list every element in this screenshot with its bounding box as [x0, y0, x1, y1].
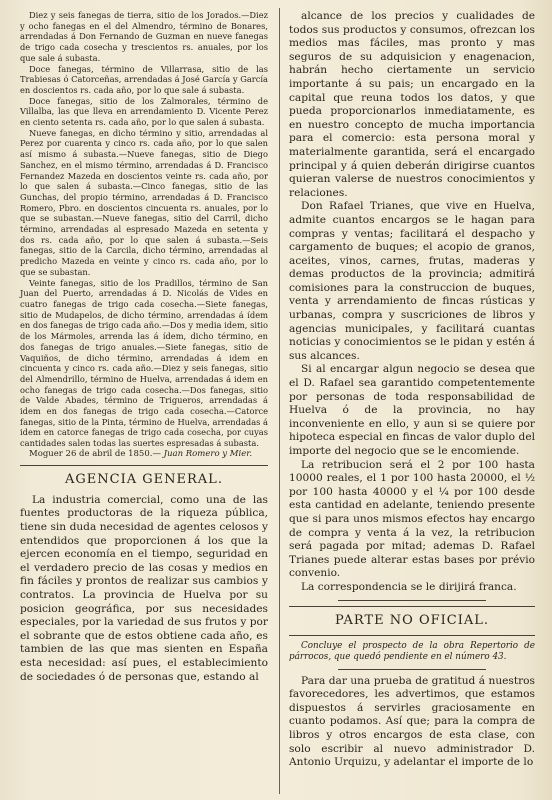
auction-listings [20, 10, 268, 449]
right-column [289, 10, 535, 770]
agencia-article [20, 494, 268, 684]
section-divider-short [338, 669, 486, 670]
intro-paragraph: Concluye el prospecto de la obra Repertorio de párrocos, que quedó pendiente en el número 43. [289, 640, 535, 663]
listing-paragraph: Diez y seis fanegas de tierra, sitio de los Jorados.—Diez y ocho fanegas en el del Almendro, término de Bonares, arrendadas á Don Fernando de Guzman en nueve fanegas de trigo cada cosecha y trescientos rs. anuales, por los que sale á subasta. [20, 10, 268, 63]
signature-line [20, 449, 268, 460]
column-rule [279, 8, 280, 794]
article-paragraph: La correspondencia se le dirijirá franca. [301, 580, 517, 593]
article-paragraph: Don Rafael Trianes, que vive en Huelva, admite cuantos encargos se le hagan para compras y ventas; facilitará el despacho y cargamento de buques; el acopio de granos, aceites, vinos, carnes, frutas, maderas y demas productos de la provincia; admitirá comisiones para la construccion de buques, venta y arrendamiento de fincas rústicas y urbanas, compra y suscriciones de libros y agencias municipales, y facilitará cuantas noticias y conocimientos se le pidan y estén á sus alcances. [289, 200, 535, 362]
section-heading-agencia: AGENCIA GENERAL. [65, 471, 223, 487]
listing-paragraph: Doce fanegas, sitio de los Zalmorales, término de Villalba, las que lleva en arrendamiento D. Vicente Perez en ciento setenta rs. cada año, por lo que salen á subasta. [20, 95, 268, 128]
section-divider [289, 635, 535, 636]
left-column [20, 10, 268, 684]
section-intro [289, 641, 535, 664]
parte-no-oficial-article [289, 675, 535, 770]
agencia-article-continued [289, 10, 535, 595]
section-divider-short [338, 600, 486, 601]
article-paragraph: Para dar una prueba de gratitud á nuestros favorecedores, les advertimos, que estamos dispuestos á servirles graciosamente en cuanto podamos. Así que; para la compra de libros y otros encargos de esta clase, con solo escribir al nuevo administrador D. Antonio Urquizu, y adelantar el importe de lo [289, 674, 535, 769]
article-paragraph: Si al encargar algun negocio se desea que el D. Rafael sea garantido competentemente por personas de toda responsabilidad de Huelva ó de la provincia, no hay inconveniente en ello, y aun si se quiere por hipoteca especial en fincas de valor duplo del importe del negocio que se le encomiende. [289, 363, 535, 457]
article-paragraph: alcance de los precios y cualidades de todos sus productos y consumos, ofrezcan los medios mas fáciles, mas pronto y mas seguros de su adquisicion y enagenacion, habrán hecho ciertamente un servicio importante á su pais; un encargado en la capital que reuna todos los datos, y que pueda proporcionarlos inmediatamente, es en nuestro concepto de mucha importancia para el comercio: esta persona moral y materialmente garantida, será el encargado principal y á quien deberán dirigirse cuantos quieran valerse de nuestros conocimientos y relaciones. [289, 10, 535, 199]
article-paragraph: La industria comercial, como una de las fuentes productoras de la riqueza pública, tiene sin duda necesidad de agentes celosos y entendidos que proporcionen á los que la ejercen economía en el tiempo, seguridad en el verdadero precio de las cosas y medios en fin fáciles y prontos de realizar sus cambios y contratos. La provincia de Huelva por su posicion geográfica, por sus necesidades especiales, por la variedad de sus frutos y por el sobrante que de estos obtiene cada año, es tambien de las que mas sienten en España esta necesidad: así pues, el establecimiento de sociedades ó de personas que, estando al [20, 493, 268, 683]
article-paragraph: La retribucion será el 2 por 100 hasta 10000 reales, el 1 por 100 hasta 20000, el ½ por 100 hasta 40000 y el ¼ por 100 desde esta cantidad en adelante, teniendo presente que si para unos mismos efectos hay encargo de compra y venta á la vez, la retribucion será pagada por mitad; ademas D. Rafael Trianes puede alterar estas bases por prévio convenio. [289, 458, 535, 580]
listing-paragraph: Doce fanegas, término de Villarrasa, sitio de las Trabiesas ó Catorceñas, arrendadas á José García y García en doscientos rs. cada año, por lo que sale á subasta. [20, 63, 268, 95]
listing-paragraph: Nueve fanegas, en dicho término y sitio, arrendadas al Perez por cuarenta y cinco rs. cada año, por lo que salen así mismo á subasta.—Nueve fanegas, sitio de Diego Sanchez, en el mismo término, arrendadas á D. Francisco Fernandez Mazeda en doscientos veinte rs. cada año, por lo que salen á subasta.—Cinco fanegas, sitio de las Gunchas, del propio término, arrendadas á D. Francisco Romero, Pbro. en doscientos cincuenta rs. anuales, por lo que se subastan.—Nueve fanegas, sitio del Carril, dicho término, arrendadas al espresado Mazeda en setenta y dos rs. cada año, por lo que salen á subasta.—Seis fanegas, sitio de la Carcila, dicho término, arrendadas al predicho Mazeda en veinte y cinco rs. cada año, por lo que se subastan. [20, 127, 268, 277]
section-divider [289, 606, 535, 607]
signature-date: Moguer 26 de abril de 1850.— [29, 448, 161, 459]
signature-name: Juan Romero y Mier. [163, 448, 253, 459]
listing-paragraph: Veinte fanegas, sitio de los Pradillos, término de San Juan del Puerto, arrendadas á D. Nicolás de Vides en cuatro fanegas de trigo cada cosecha.—Siete fanegas, sitio de Mudapelos, de dicho término, arrendadas á ídem en dos fanegas de trigo cada año.—Dos y media idem, sitio de los Mármoles, arrenda las á ídem, dicho término, en dos fanegas de trigo anuales.—Siete fanegas, sitio de Vaquiños, de dicho término, arrendadas á idem en cincuenta y cinco rs. cada año.—Diez y seis fanegas, sitio del Almendrillo, término de Huelva, arrendadas á idem en ocho fanegas de trigo cada cosecha.—Dos fanegas, sitio de Valde Abades, término de Trigueros, arrendadas á idem en dos fanegas de trigo cada cosecha.—Catorce fanegas, sitio de la Pinta, término de Huelva, arrendadas á idem en catorce fanegas de trigo cada cosecha, por cuyas cantidades salen todas las suertes espresadas á subasta. [20, 277, 268, 449]
section-heading-parte-no-oficial: PARTE NO OFICIAL. [334, 612, 489, 628]
section-divider [20, 465, 268, 466]
